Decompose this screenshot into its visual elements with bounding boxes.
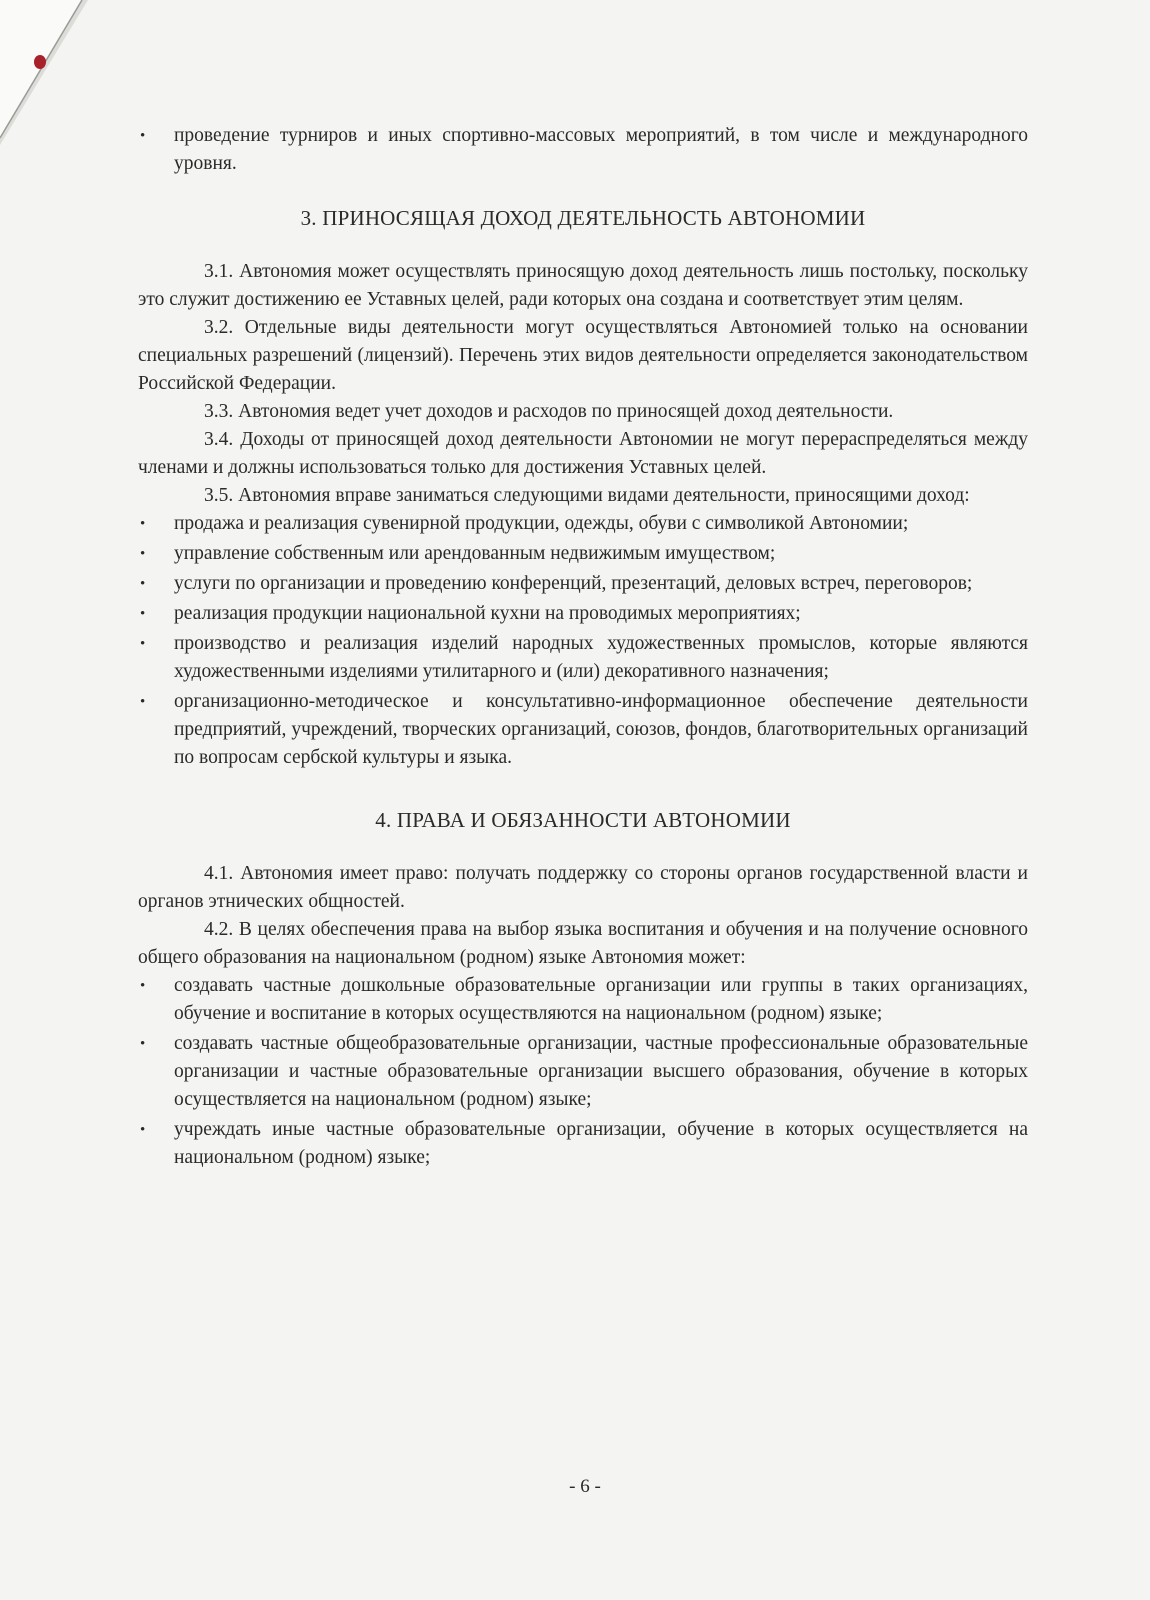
bullet-icon: • — [140, 1122, 146, 1138]
paragraph-3-1: 3.1. Автономия может осуществлять приносящую доход деятельность лишь постольку, поскольку это служит достижению ее Уставных целей, ради которых она создана и соответствует этим целям. — [138, 261, 1028, 310]
bullet-icon: • — [140, 1036, 146, 1052]
page-corner-fold — [0, 0, 90, 150]
list-item: • создавать частные дошкольные образовательные организации или группы в таких организациях, обучение и воспитание в которых осуществляются на национальном (родном) языке; — [138, 972, 1028, 1028]
document-body — [138, 122, 1028, 1174]
list-item: • управление собственным или арендованным недвижимым имуществом; — [138, 540, 1028, 568]
bullet-icon: • — [140, 128, 146, 144]
list-item: • организационно-методическое и консультативно-информационное обеспечение деятельности предприятий, учреждений, творческих организаций, союзов, фондов, благотворительных организаций по вопросам сербской культуры и языка. — [138, 688, 1028, 772]
list-item: • продажа и реализация сувенирной продукции, одежды, обуви с символикой Автономии; — [138, 510, 1028, 538]
section-3-heading: 3. ПРИНОСЯЩАЯ ДОХОД ДЕЯТЕЛЬНОСТЬ АВТОНОМИИ — [300, 206, 866, 230]
income-activities-list — [138, 510, 1028, 772]
stamp-mark — [34, 55, 46, 69]
education-rights-list — [138, 972, 1028, 1172]
list-item: • учреждать иные частные образовательные организации, обучение в которых осуществляется на национальном (родном) языке; — [138, 1116, 1028, 1172]
paragraph-3-4: 3.4. Доходы от приносящей доход деятельности Автономии не могут перераспределяться между членами и должны использоваться только для достижения Уставных целей. — [138, 429, 1028, 478]
list-item: • проведение турниров и иных спортивно-массовых мероприятий, в том числе и международного уровня. — [138, 122, 1028, 178]
list-item: • реализация продукции национальной кухни на проводимых мероприятиях; — [138, 600, 1028, 628]
top-bullet-list — [138, 122, 1028, 178]
list-item: • производство и реализация изделий народных художественных промыслов, которые являются художественными изделиями утилитарного и (или) декоративного назначения; — [138, 630, 1028, 686]
bullet-icon: • — [140, 576, 146, 592]
paragraph-3-2: 3.2. Отдельные виды деятельности могут осуществляться Автономией только на основании специальных разрешений (лицензий). Перечень этих видов деятельности определяется законодательством Российской Федерации. — [138, 317, 1028, 394]
bullet-icon: • — [140, 606, 146, 622]
paragraph-3-5: 3.5. Автономия вправе заниматься следующими видами деятельности, приносящими доход: — [204, 485, 970, 506]
list-item: • услуги по организации и проведению конференций, презентаций, деловых встреч, переговоров; — [138, 570, 1028, 598]
bullet-icon: • — [140, 516, 146, 532]
page-number: - 6 - — [569, 1476, 601, 1497]
paragraph-4-1: 4.1. Автономия имеет право: получать поддержку со стороны органов государственной власти и органов этнических общностей. — [138, 863, 1028, 912]
paragraph-3-3: 3.3. Автономия ведет учет доходов и расходов по приносящей доход деятельности. — [204, 401, 894, 422]
list-item: • создавать частные общеобразовательные организации, частные профессиональные образовательные организации и частные образовательные организации высшего образования, обучение в которых осуществляется на национальном (родном) языке; — [138, 1030, 1028, 1114]
bullet-icon: • — [140, 978, 146, 994]
bullet-icon: • — [140, 546, 146, 562]
bullet-icon: • — [140, 636, 146, 652]
section-4-heading: 4. ПРАВА И ОБЯЗАННОСТИ АВТОНОМИИ — [375, 808, 791, 832]
paragraph-4-2: 4.2. В целях обеспечения права на выбор языка воспитания и обучения и на получение основного общего образования на национальном (родном) языке Автономия может: — [138, 919, 1028, 968]
bullet-icon: • — [140, 694, 146, 710]
